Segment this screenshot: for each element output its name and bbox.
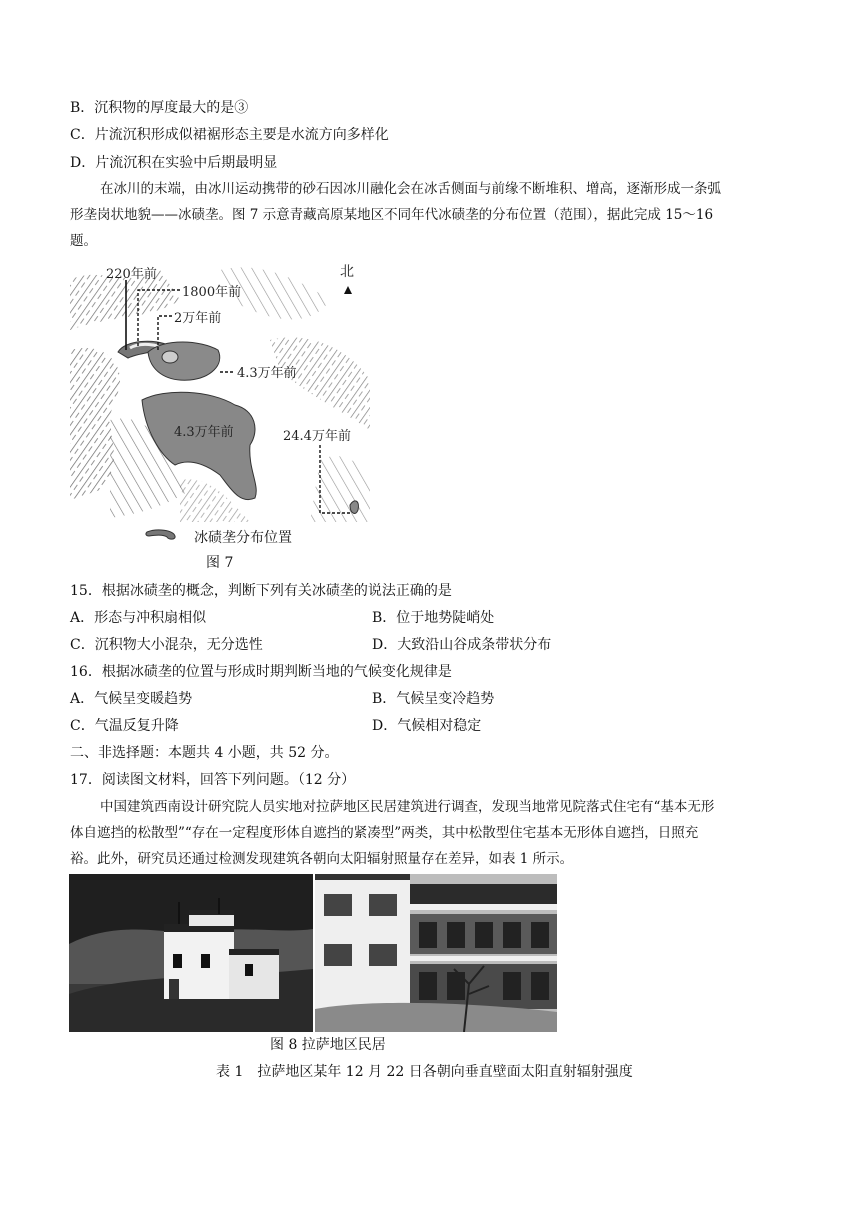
- intro-paragraph: [70, 176, 792, 254]
- q17-line-2: 体自遮挡的松散型”“存在一定程度形体自遮挡的紧凑型”两类，其中松散型住宅基本无形体自遮挡，日照充: [70, 825, 699, 841]
- q16-option-c: C．气温反复升降: [70, 718, 179, 734]
- section-2-heading: 二、非选择题：本题共 4 小题，共 52 分。: [70, 745, 339, 761]
- label-20k: 2万年前: [174, 311, 222, 326]
- label-220: 220年前: [106, 267, 157, 282]
- label-43k-a: 4.3万年前: [237, 366, 297, 381]
- q17-line-3: 裕。此外，研究员还通过检测发现建筑各朝向太阳辐射照量存在差异，如表 1 所示。: [70, 851, 574, 867]
- q17-paragraph: [70, 794, 792, 872]
- q15-stem: 15．根据冰碛垄的概念，判断下列有关冰碛垄的说法正确的是: [70, 583, 452, 599]
- option-b-prev: B．沉积物的厚度最大的是③: [70, 100, 249, 116]
- q16-option-d: D．气候相对稳定: [372, 718, 482, 734]
- figure-7-caption: 图 7: [206, 555, 234, 571]
- label-244k: 24.4万年前: [283, 429, 351, 444]
- q15-option-c: C．沉积物大小混杂，无分选性: [70, 637, 263, 653]
- table-1-caption: 表 1 拉萨地区某年 12 月 22 日各朝向垂直壁面太阳直射辐射强度: [216, 1064, 633, 1080]
- q16-option-b: B．气候呈变冷趋势: [372, 691, 495, 707]
- intro-line-2: 形垄岗状地貌——冰碛垄。图 7 示意青藏高原某地区不同年代冰碛垄的分布位置（范围），据此完成 15～16: [70, 207, 714, 223]
- photo-compact-courtyard: [315, 874, 557, 1032]
- label-43k-b: 4.3万年前: [174, 425, 234, 440]
- north-label: 北: [340, 264, 354, 280]
- figure-8-caption: 图 8 拉萨地区民居: [270, 1037, 386, 1053]
- q15-option-d: D．大致沿山谷成条带状分布: [372, 637, 552, 653]
- option-c-prev: C．片流沉积形成似裙裾形态主要是水流方向多样化: [70, 127, 389, 143]
- q15-option-b: B．位于地势陡峭处: [372, 610, 495, 626]
- legend-moraine-icon: [145, 528, 179, 542]
- photo-loose-house: [69, 874, 313, 1032]
- figure-7-map: [70, 260, 370, 522]
- legend-label: 冰碛垄分布位置: [194, 530, 292, 546]
- q17-stem: 17．阅读图文材料，回答下列问题。（12 分）: [70, 772, 356, 788]
- figure-8-photos: [69, 874, 557, 1032]
- q17-line-1: 中国建筑西南设计研究院人员实地对拉萨地区民居建筑进行调查，发现当地常见院落式住宅有“基本无形: [100, 799, 715, 815]
- q15-option-a: A．形态与冲积扇相似: [70, 610, 207, 626]
- q16-option-a: A．气候呈变暖趋势: [70, 691, 193, 707]
- label-1800: 1800年前: [182, 285, 242, 300]
- q16-stem: 16．根据冰碛垄的位置与形成时期判断当地的气候变化规律是: [70, 664, 452, 680]
- option-d-prev: D．片流沉积在实验中后期最明显: [70, 155, 278, 171]
- intro-line-1: 在冰川的末端，由冰川运动携带的砂石因冰川融化会在冰舌侧面与前缘不断堆积、增高，逐渐形成一条弧: [100, 181, 721, 197]
- intro-line-3: 题。: [70, 233, 97, 249]
